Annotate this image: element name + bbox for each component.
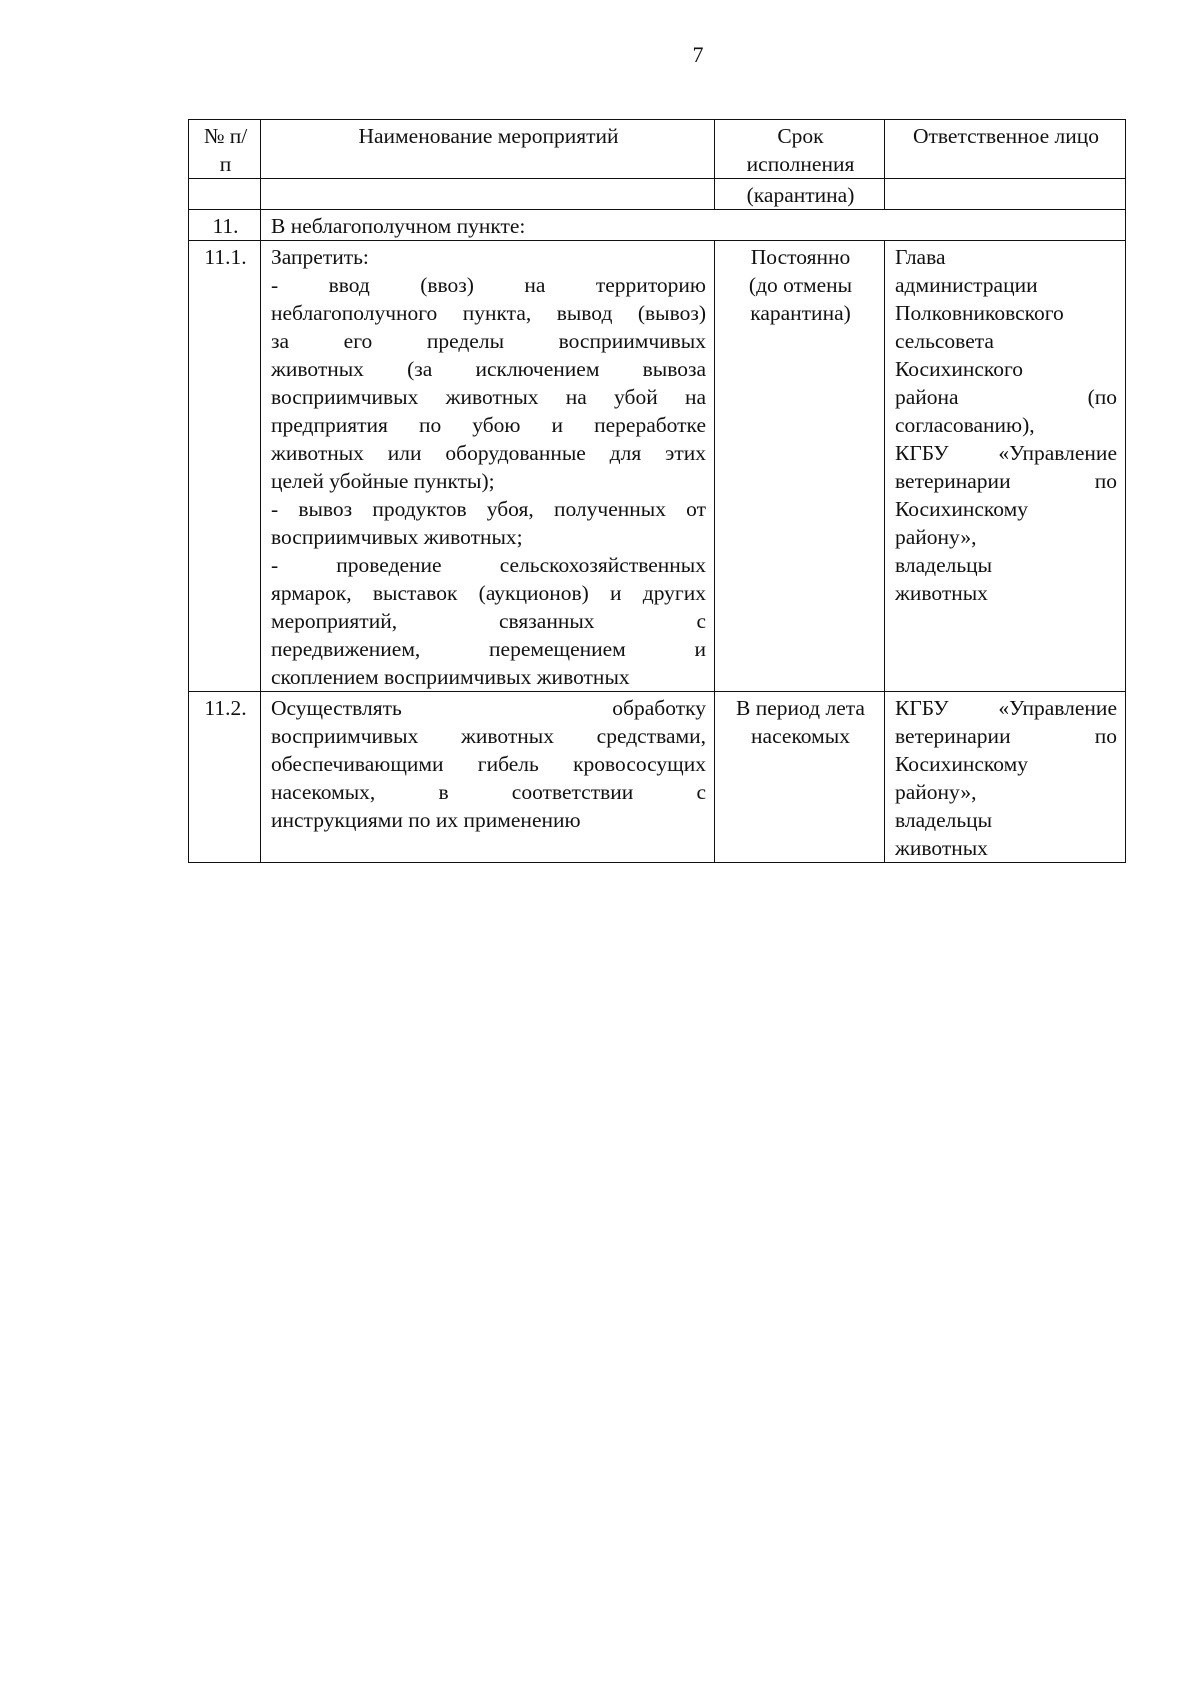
term-line: В период лета [736,696,865,720]
term-line: насекомых [751,724,850,748]
row-num: 11.2. [189,692,261,863]
measure-line: животных или оборудованные для этих [271,441,706,465]
measure-line: - вывоз продуктов убоя, полученных от [271,497,706,521]
measure-line: восприимчивых животных; [271,525,523,549]
responsible-line: Косихинскому [895,497,1028,521]
section-title: В неблагополучном пункте: [261,210,1126,241]
term-line: карантина) [750,301,851,325]
measure-line: целей убойные пункты); [271,469,495,493]
responsible-line: Косихинского [895,357,1024,381]
row-measure [261,241,715,692]
row-num: 11. [189,210,261,241]
header-name: Наименование мероприятий [261,120,715,179]
responsible-line: району», [895,780,977,804]
responsible-line: района (по [895,385,1117,409]
term-line: Постоянно [750,245,851,269]
responsible-line: владельцы [895,808,993,832]
header-num: № п/п [189,120,261,179]
measure-line: инструкциями по их применению [271,808,581,832]
table-row [189,692,1126,863]
responsible-line: Косихинскому [895,752,1028,776]
measure-line: передвижением, перемещением и [271,637,706,661]
responsible-line: животных [895,836,988,860]
responsible-line: Глава [895,245,946,269]
row-term [715,241,885,692]
row-responsible [885,241,1126,692]
responsible-line: району», [895,525,977,549]
responsible-line: Полковниковского [895,301,1064,325]
responsible-line: КГБУ «Управление [895,441,1117,465]
measure-line: за его пределы восприимчивых [271,329,706,353]
row-term [715,692,885,863]
measure-line: Запретить: [271,245,369,269]
measure-line: - проведение сельскохозяйственных [271,553,706,577]
header-subrow-num [189,179,261,210]
responsible-line: КГБУ «Управление [895,696,1117,720]
row-num: 11.1. [189,241,261,692]
measure-line: восприимчивых животных на убой на [271,385,706,409]
responsible-line: сельсовета [895,329,994,353]
table-header-row [189,120,1126,179]
measure-line: восприимчивых животных средствами, [271,724,706,748]
measures-table [188,119,1126,863]
header-term: Срок исполнения [715,120,885,179]
measure-line: - ввод (ввоз) на территорию [271,273,706,297]
measure-line: скоплением восприимчивых животных [271,665,630,689]
measure-line: ярмарок, выставок (аукционов) и других [271,581,706,605]
responsible-line: согласованию), [895,413,1035,437]
page-number: 7 [692,42,704,67]
header-subrow-name [261,179,715,210]
responsible-line: администрации [895,273,1038,297]
responsible-line: ветеринарии по [895,724,1117,748]
responsible-line: владельцы [895,553,993,577]
measure-line: насекомых, в соответствии с [271,780,706,804]
row-responsible [885,692,1126,863]
term-line: (до отмены [748,273,853,297]
measure-line: предприятия по убою и переработке [271,413,706,437]
table-header-subrow [189,179,1126,210]
measure-line: Осуществлять обработку [271,696,706,720]
responsible-line: ветеринарии по [895,469,1117,493]
measure-line: животных (за исключением вывоза [271,357,706,381]
measure-line: неблагополучного пункта, вывод (вывоз) [271,301,706,325]
table-row-section [189,210,1126,241]
responsible-line: животных [895,581,988,605]
measure-line: мероприятий, связанных с [271,609,706,633]
header-responsible: Ответственное лицо [885,120,1126,179]
header-term-sub: (карантина) [715,179,885,210]
header-subrow-responsible [885,179,1126,210]
measure-line: обеспечивающими гибель кровососущих [271,752,706,776]
table-row [189,241,1126,692]
row-measure [261,692,715,863]
